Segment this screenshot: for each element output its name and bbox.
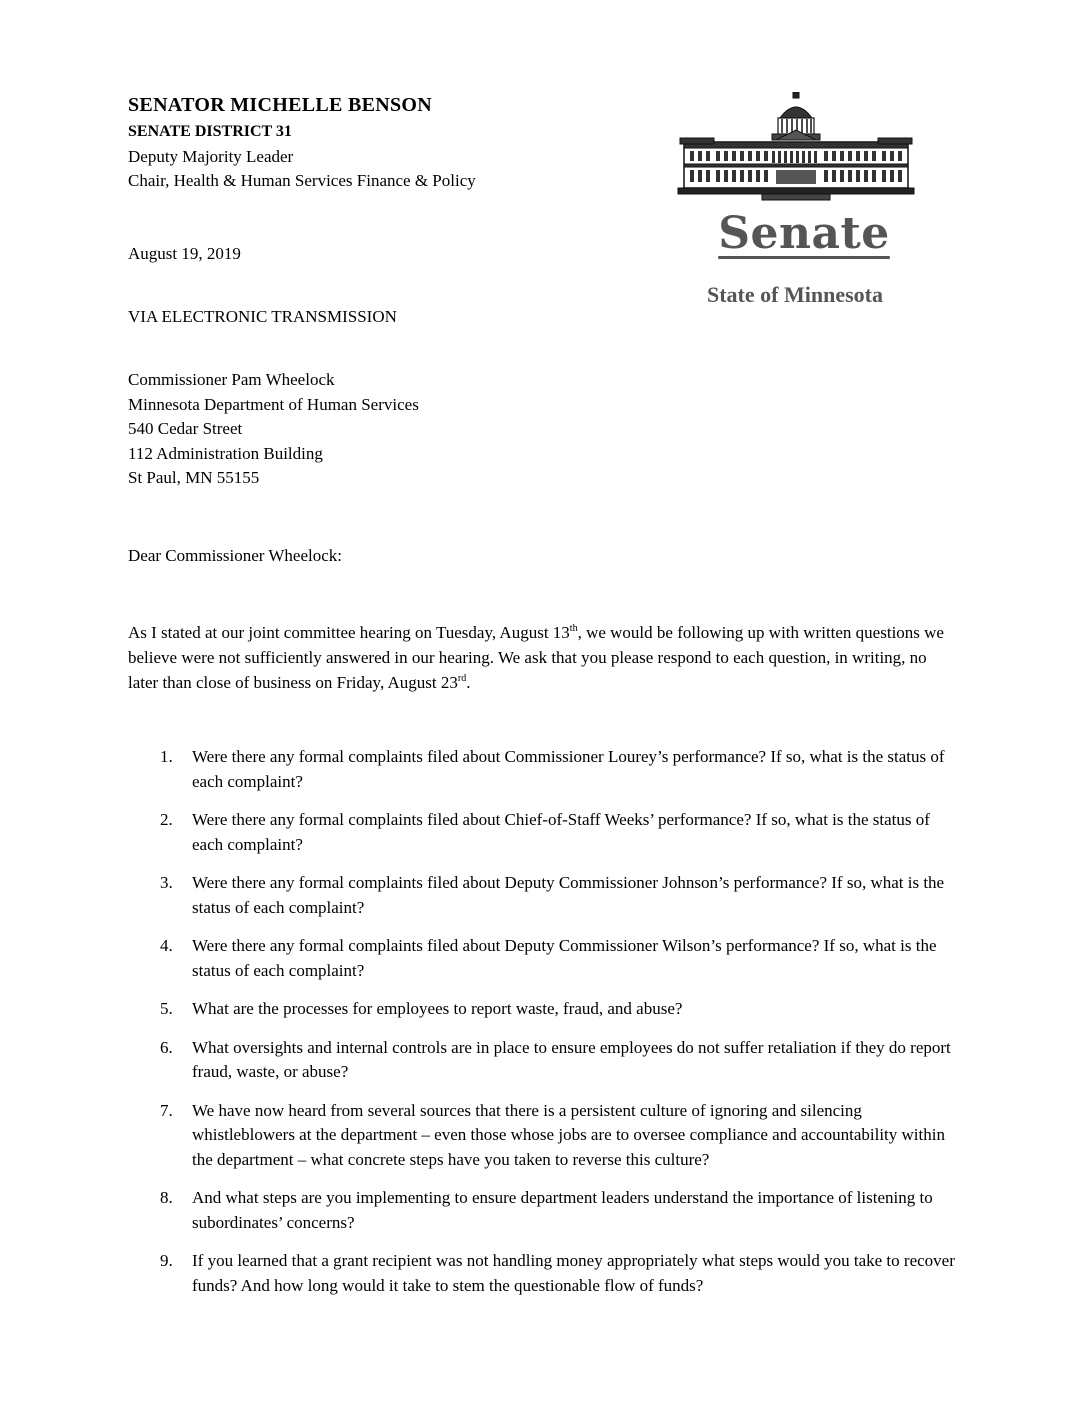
recipient-address [128, 368, 419, 491]
list-item: 5. What are the processes for employees to report waste, fraud, and abuse? [160, 999, 683, 1018]
recipient-city: St Paul, MN 55155 [128, 468, 260, 488]
letter-date: August 19, 2019 [128, 244, 241, 263]
list-item: 2. Were there any formal complaints filed about Chief-of-Staff Weeks’ performance? If so, what is the status of each complaint? [160, 810, 930, 854]
list-item: 6. What oversights and internal controls are in place to ensure employees do not suffer retaliation if they do report fraud, waste, or abuse? [160, 1037, 951, 1081]
senator-role-chair: Chair, Health & Human Services Finance & Policy [128, 171, 476, 190]
recipient-building: 112 Administration Building [128, 443, 323, 463]
list-item: 4. Were there any formal complaints filed about Deputy Commissioner Wilson’s performance? If so, what is the status of each complaint? [160, 936, 937, 980]
senate-district: SENATE DISTRICT 31 [128, 123, 292, 140]
salutation: Dear Commissioner Wheelock: [128, 546, 343, 565]
list-item: 8. And what steps are you implementing to ensure department leaders understand the importance of listening to subordinates’ concerns? [160, 1188, 933, 1232]
capitol-building-icon [676, 92, 916, 202]
list-item: 7. We have now heard from several sources that there is a persistent culture of ignoring and silencing whistleblowers at the department – even those whose jobs are to oversee compliance and accountability within the department – what concrete steps have you taken to reverse this culture? [160, 1100, 945, 1169]
recipient-street: 540 Cedar Street [128, 419, 243, 439]
list-item: 1. Were there any formal complaints filed about Commissioner Lourey’s performance? If so, what is the status of each complaint? [160, 747, 945, 791]
senate-logo-title: Senate [718, 208, 890, 259]
questions-list [150, 745, 958, 1312]
senate-logo-subtitle: State of Minnesota [707, 282, 883, 307]
senator-name: SENATOR MICHELLE BENSON [128, 94, 433, 116]
list-item: 3. Were there any formal complaints filed about Deputy Commissioner Johnson’s performance? If so, what is the status of each complaint? [160, 873, 945, 917]
recipient-name: Commissioner Pam Wheelock [128, 370, 335, 389]
delivery-method: VIA ELECTRONIC TRANSMISSION [128, 307, 397, 326]
intro-paragraph: As I stated at our joint committee hearing on Tuesday, August 13th, we would be following up with written questions we believe were not sufficiently answered in our hearing. We ask that you please respond to each question, in writing, no later than close of business on Friday, August 23rd. [128, 623, 944, 692]
recipient-department: Minnesota Department of Human Services [128, 394, 419, 414]
list-item: 9. If you learned that a grant recipient was not handling money appropriately what steps would you take to recover funds? And how long would it take to stem the questionable flow of funds? [160, 1251, 955, 1295]
senator-role-deputy-leader: Deputy Majority Leader [128, 147, 294, 166]
